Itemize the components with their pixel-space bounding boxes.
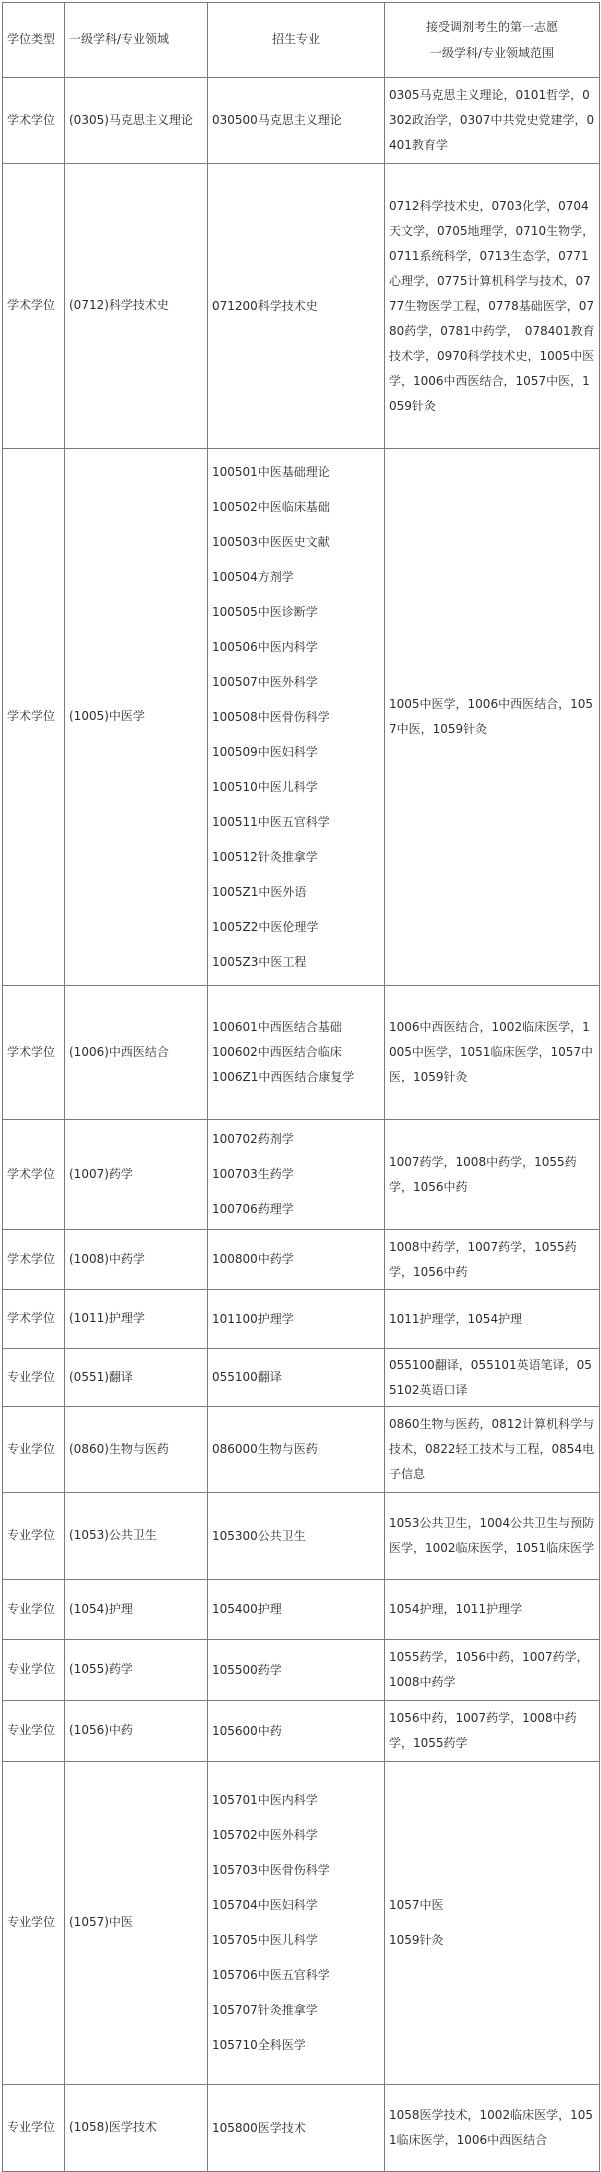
table-row: [3, 1701, 600, 1762]
accepted-cell: 1006中西医结合，1002临床医学，1005中医学，1051临床医学，1057中医，1059针灸: [385, 986, 600, 1120]
major-cell: [208, 78, 385, 164]
accepted-cell: 1007药学，1008中药学，1055药学，1056中药: [385, 1120, 600, 1230]
degree-type-cell: 学术学位: [3, 1230, 65, 1290]
major-item: 071200科学技术史: [212, 298, 318, 313]
major-item: 105706中医五官科学: [212, 1968, 330, 1982]
major-item: 105800医学技术: [212, 2120, 306, 2135]
major-item: 105703中医骨伤科学: [212, 1863, 330, 1877]
degree-type-cell: 专业学位: [3, 1407, 65, 1493]
major-item: 105705中医儿科学: [212, 1933, 318, 1947]
admissions-table: [2, 2, 600, 2172]
major-item: 100702药剂学: [212, 1132, 294, 1146]
accepted-cell: 0305马克思主义理论，0101哲学，0302政治学，0307中共党史党建学，0401教育学: [385, 78, 600, 164]
accepted-cell: [385, 1762, 600, 2085]
discipline-cell: (1053)公共卫生: [65, 1493, 208, 1580]
header-discipline: 一级学科/专业领域: [65, 3, 208, 78]
major-item: 100601中西医结合基础: [212, 1020, 342, 1034]
degree-type-cell: 专业学位: [3, 1762, 65, 2085]
discipline-cell: (1055)药学: [65, 1640, 208, 1701]
major-cell: [208, 1640, 385, 1701]
degree-type-cell: 学术学位: [3, 1290, 65, 1349]
major-item: 1005Z3中医工程: [212, 954, 307, 969]
accepted-cell: 0712科学技术史，0703化学，0704天文学，0705地理学，0710生物学，0711系统科学，0713生态学，0771心理学，0775计算机科学与技术，0777生物医学工程，0778基础医学，0780药学，0781中药学， 078401教育技术学，0970科学技术史，1005中医学，1006中西医结合，1057中医，1059针灸: [385, 164, 600, 449]
degree-type-cell: 学术学位: [3, 449, 65, 986]
accepted-cell: 1053公共卫生，1004公共卫生与预防医学，1002临床医学，1051临床医学: [385, 1493, 600, 1580]
discipline-cell: (1008)中药学: [65, 1230, 208, 1290]
major-cell: [208, 1701, 385, 1762]
major-item: 100512针灸推拿学: [212, 849, 318, 864]
degree-type-cell: 专业学位: [3, 1349, 65, 1407]
major-item: 105701中医内科学: [212, 1793, 318, 1807]
major-item: 1005Z2中医伦理学: [212, 919, 319, 934]
table-row: [3, 1762, 600, 2085]
discipline-cell: (1011)护理学: [65, 1290, 208, 1349]
major-item: 105704中医妇科学: [212, 1898, 318, 1912]
accepted-cell: 1056中药，1007药学，1008中药学，1055药学: [385, 1701, 600, 1762]
major-item: 101100护理学: [212, 1311, 294, 1326]
discipline-cell: (0860)生物与医药: [65, 1407, 208, 1493]
accepted-cell: 1005中医学，1006中西医结合，1057中医，1059针灸: [385, 449, 600, 986]
header-accepted-line2: 一级学科/专业领域范围: [429, 46, 555, 60]
discipline-cell: (0551)翻译: [65, 1349, 208, 1407]
major-item: 100502中医临床基础: [212, 499, 330, 514]
table-row: [3, 1493, 600, 1580]
table-row: [3, 164, 600, 449]
discipline-cell: (0712)科学技术史: [65, 164, 208, 449]
table-row: [3, 78, 600, 164]
table-row: [3, 1580, 600, 1640]
major-item: 100505中医诊断学: [212, 604, 318, 619]
major-cell: [208, 1580, 385, 1640]
discipline-cell: (1005)中医学: [65, 449, 208, 986]
major-item: 105600中药: [212, 1723, 282, 1738]
header-major: 招生专业: [208, 3, 385, 78]
major-item: 055100翻译: [212, 1370, 282, 1384]
discipline-cell: (1054)护理: [65, 1580, 208, 1640]
major-cell: [208, 1120, 385, 1230]
header-row: [3, 3, 600, 78]
major-item: 100506中医内科学: [212, 639, 318, 654]
major-item: 1005Z1中医外语: [212, 884, 307, 899]
table-row: [3, 2085, 600, 2172]
major-item: 100501中医基础理论: [212, 464, 330, 479]
major-item: 086000生物与医药: [212, 1442, 318, 1456]
major-item: 105710全科医学: [212, 2038, 306, 2052]
major-cell: [208, 1290, 385, 1349]
degree-type-cell: 学术学位: [3, 986, 65, 1120]
major-item: 105400护理: [212, 1602, 282, 1616]
major-item: 100511中医五官科学: [212, 814, 330, 829]
major-cell: [208, 986, 385, 1120]
degree-type-cell: 专业学位: [3, 1640, 65, 1701]
accepted-cell: 0860生物与医药，0812计算机科学与技术，0822轻工技术与工程，0854电子信息: [385, 1407, 600, 1493]
major-item: 100602中西医结合临床: [212, 1045, 342, 1059]
discipline-cell: (1058)医学技术: [65, 2085, 208, 2172]
major-cell: [208, 1230, 385, 1290]
major-item: 105702中医外科学: [212, 1828, 318, 1842]
table-row: [3, 1407, 600, 1493]
accepted-cell: 1054护理，1011护理学: [385, 1580, 600, 1640]
major-item: 100703生药学: [212, 1167, 294, 1181]
discipline-cell: (1006)中西医结合: [65, 986, 208, 1120]
major-item: 100504方剂学: [212, 569, 294, 584]
table-row: [3, 1640, 600, 1701]
major-item: 105707针灸推拿学: [212, 2003, 318, 2017]
accepted-item: 1059针灸: [389, 1933, 444, 1947]
major-cell: [208, 1762, 385, 2085]
table-row: [3, 1290, 600, 1349]
degree-type-cell: 专业学位: [3, 1493, 65, 1580]
major-cell: [208, 449, 385, 986]
major-item: 100800中药学: [212, 1252, 294, 1266]
accepted-cell: 055100翻译，055101英语笔译，055102英语口译: [385, 1349, 600, 1407]
table-row: [3, 1120, 600, 1230]
table-row: [3, 1230, 600, 1290]
major-cell: [208, 2085, 385, 2172]
major-item: 105500药学: [212, 1662, 282, 1677]
major-item: 1006Z1中西医结合康复学: [212, 1070, 355, 1084]
major-item: 100509中医妇科学: [212, 744, 318, 759]
discipline-cell: (1056)中药: [65, 1701, 208, 1762]
table-row: [3, 449, 600, 986]
header-degree-type: 学位类型: [3, 3, 65, 78]
accepted-cell: 1008中药学，1007药学，1055药学，1056中药: [385, 1230, 600, 1290]
degree-type-cell: 学术学位: [3, 164, 65, 449]
major-cell: [208, 1349, 385, 1407]
accepted-cell: 1058医学技术，1002临床医学，1051临床医学，1006中西医结合: [385, 2085, 600, 2172]
major-item: 100508中医骨伤科学: [212, 709, 330, 724]
major-item: 100503中医医史文献: [212, 534, 330, 549]
accepted-cell: 1055药学，1056中药，1007药学，1008中药学: [385, 1640, 600, 1701]
major-cell: [208, 1493, 385, 1580]
header-accepted-range: [385, 3, 600, 78]
accepted-item: 1057中医: [389, 1898, 444, 1912]
table-row: [3, 986, 600, 1120]
discipline-cell: (0305)马克思主义理论: [65, 78, 208, 164]
major-item: 100510中医儿科学: [212, 779, 318, 794]
degree-type-cell: 专业学位: [3, 1701, 65, 1762]
major-item: 100706药理学: [212, 1202, 294, 1216]
discipline-cell: (1057)中医: [65, 1762, 208, 2085]
degree-type-cell: 学术学位: [3, 1120, 65, 1230]
major-cell: [208, 164, 385, 449]
major-item: 030500马克思主义理论: [212, 113, 342, 127]
degree-type-cell: 专业学位: [3, 2085, 65, 2172]
discipline-cell: (1007)药学: [65, 1120, 208, 1230]
major-item: 105300公共卫生: [212, 1528, 306, 1543]
major-cell: [208, 1407, 385, 1493]
accepted-cell: 1011护理学，1054护理: [385, 1290, 600, 1349]
major-item: 100507中医外科学: [212, 674, 318, 689]
table-row: [3, 1349, 600, 1407]
header-accepted-line1: 接受调剂考生的第一志愿: [425, 20, 558, 34]
degree-type-cell: 学术学位: [3, 78, 65, 164]
degree-type-cell: 专业学位: [3, 1580, 65, 1640]
